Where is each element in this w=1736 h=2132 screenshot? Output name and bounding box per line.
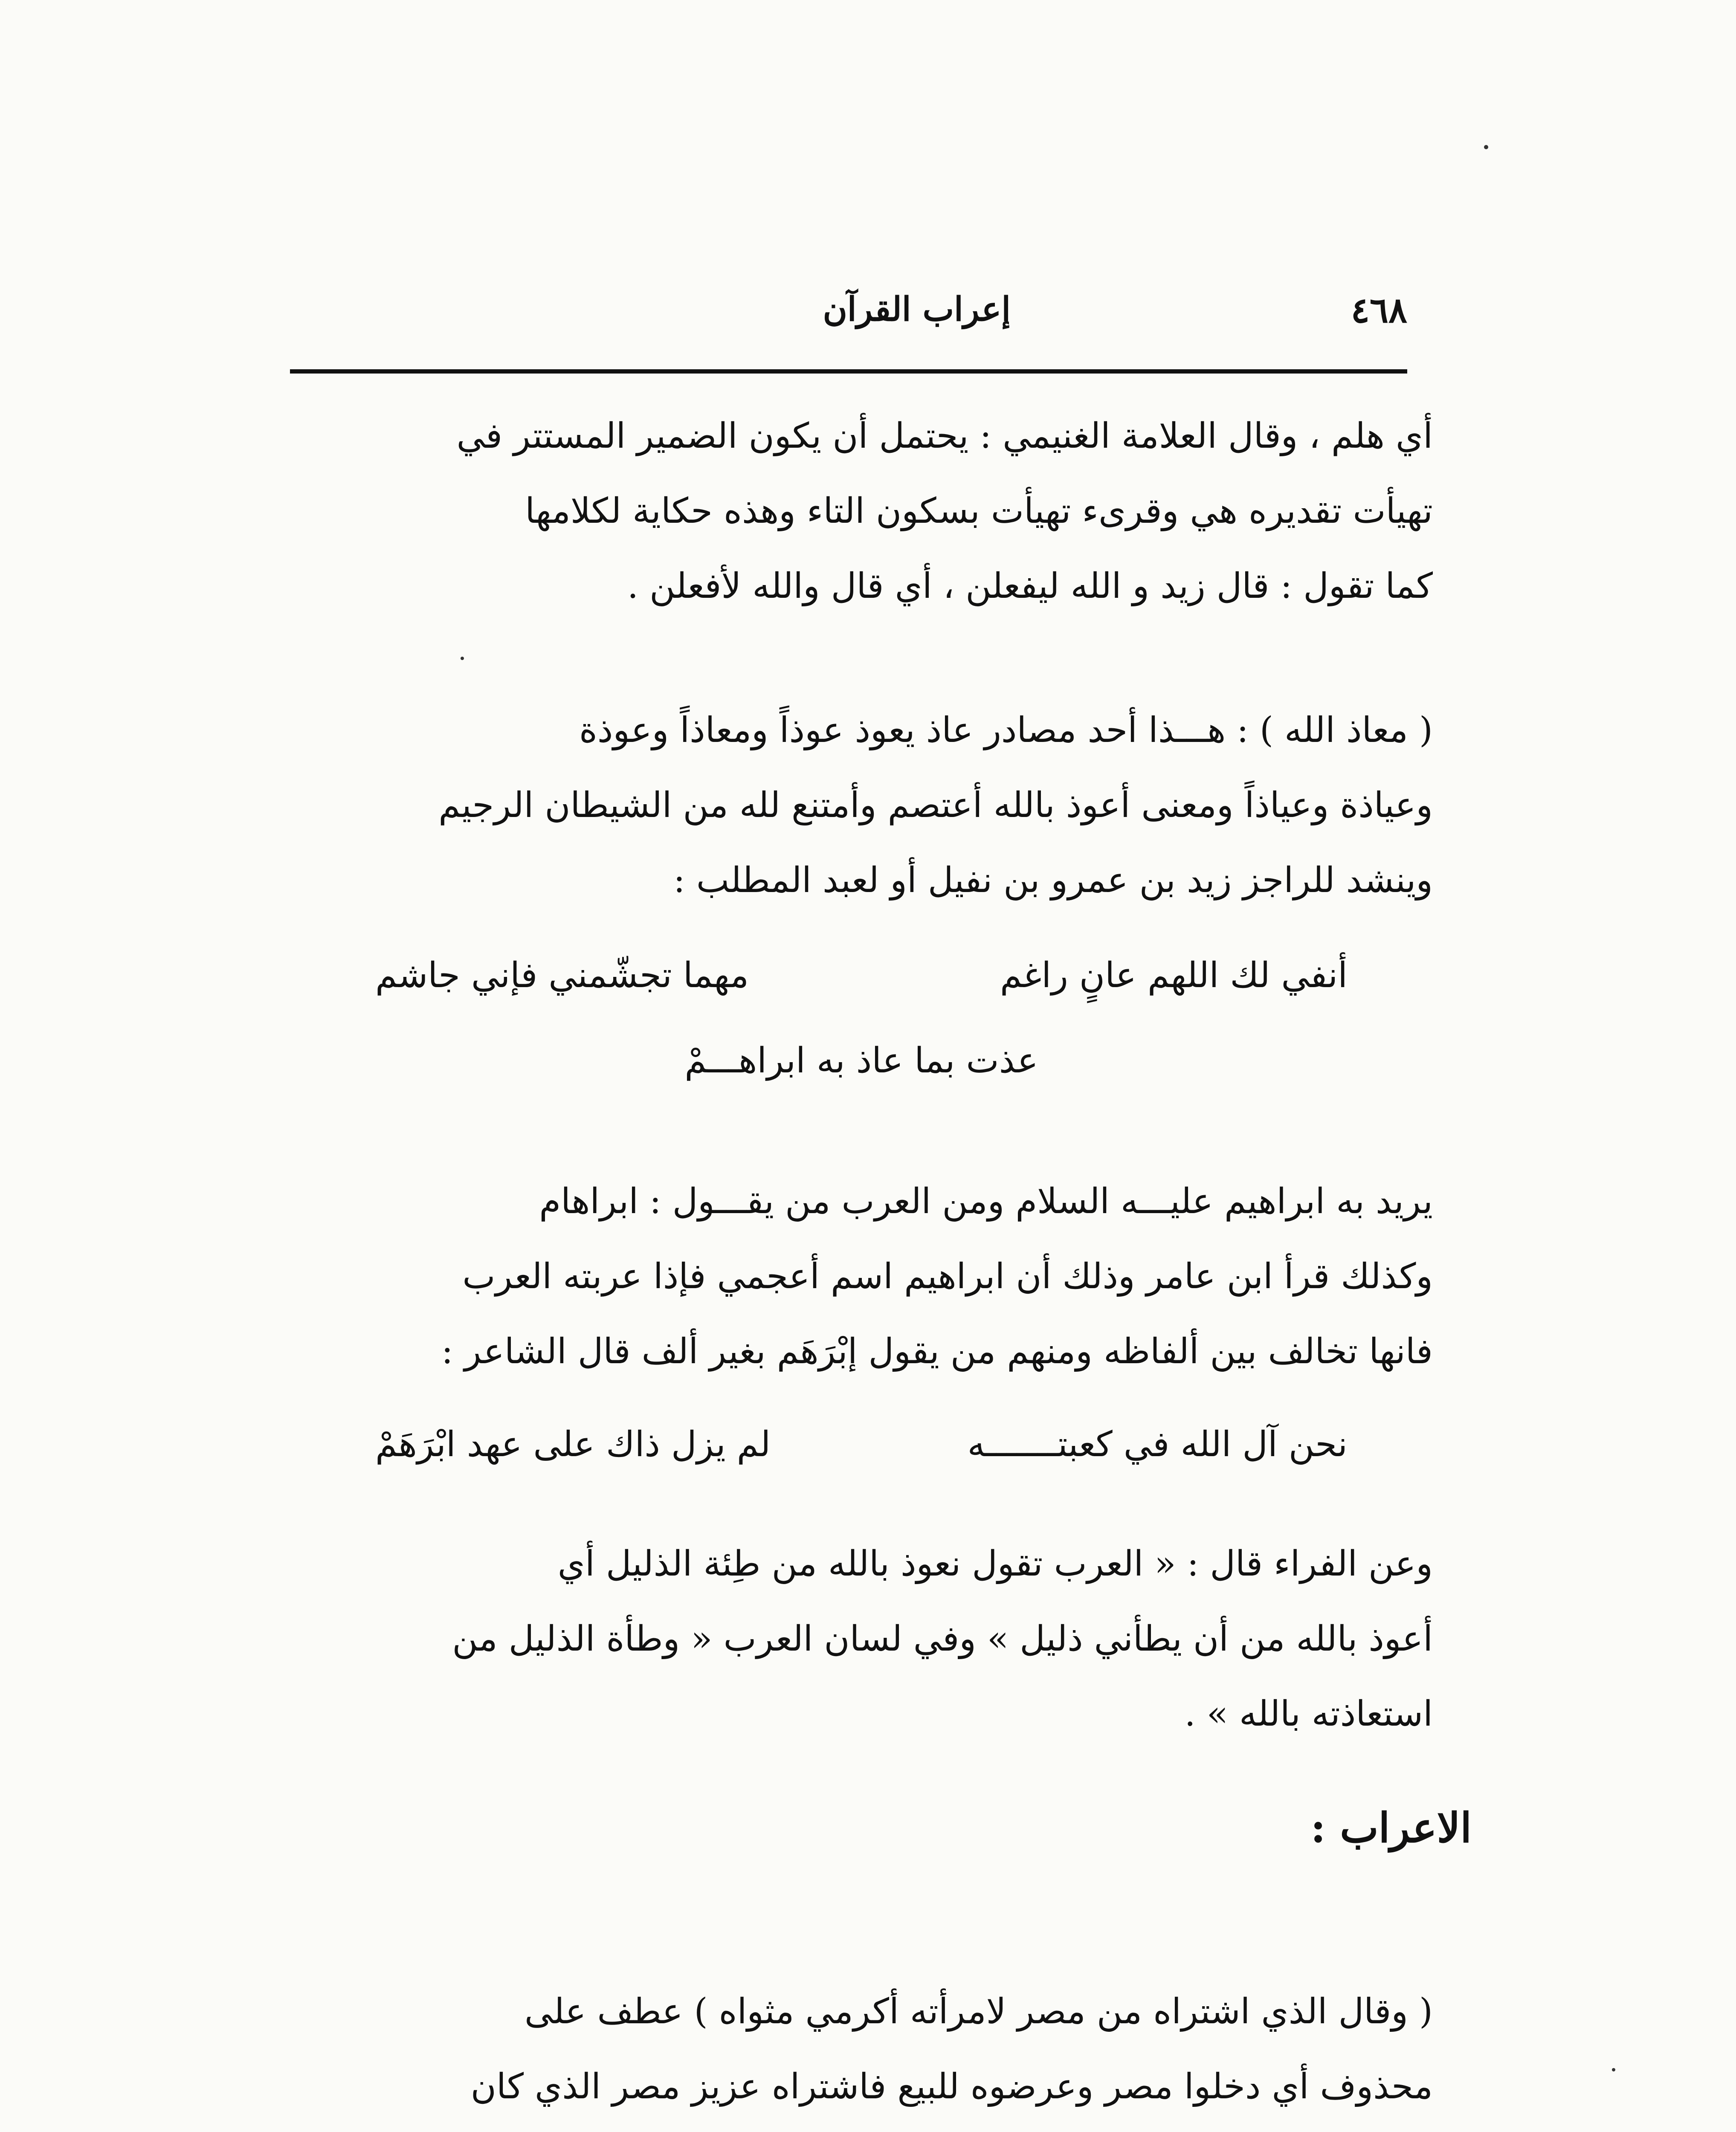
text-line: فانها تخالف بين ألفاظه ومنهم من يقول إبْرَهَم بغير ألف قال الشاعر : <box>441 1331 1433 1372</box>
scan-speck <box>461 657 464 660</box>
header-rule <box>290 369 1407 374</box>
text-line: كما تقول : قال زيد و الله ليفعلن ، أي قال والله لأفعلن . <box>627 566 1433 606</box>
text-line: محذوف أي دخلوا مصر وعرضوه للبيع فاشتراه عزيز مصر الذي كان <box>470 2066 1433 2107</box>
text-line: وكذلك قرأ ابن عامر وذلك أن ابراهيم اسم أعجمي فإذا عربته العرب <box>462 1256 1433 1297</box>
text-line: يريد به ابراهيم عليـــه السلام ومن العرب من يقـــول : ابراهام <box>539 1181 1433 1222</box>
page-header <box>290 281 1407 367</box>
verse-1 <box>290 955 1433 1028</box>
verse-1-closing-line: عذت بما عاذ به ابراهـــمْ <box>684 1040 1038 1081</box>
section-heading: الاعراب : <box>1310 1804 1472 1852</box>
paragraph-1 <box>290 399 1433 624</box>
text-line: ( معاذ الله ) : هـــذا أحد مصادر عاذ يعوذ عوذاً ومعاذاً وعوذة <box>579 710 1433 750</box>
text-line: وينشد للراجز زيد بن عمرو بن نفيل أو لعبد المطلب : <box>673 860 1433 901</box>
verse-1-second-hemistich: مهما تجشّمني فإني جاشم <box>375 955 749 996</box>
text-line: أي هلم ، وقال العلامة الغنيمي : يحتمل أن يكون الضمير المستتر في <box>456 416 1433 456</box>
text-line: ( وقال الذي اشتراه من مصر لامرأته أكرمي مثواه ) عطف على <box>525 1991 1433 2032</box>
page-number: ٤٦٨ <box>1351 290 1407 331</box>
running-title: إعراب القرآن <box>823 290 1011 329</box>
text-line: وعياذة وعياذاً ومعنى أعوذ بالله أعتصم وأمتنع لله من الشيطان الرجيم <box>438 785 1433 826</box>
text-line: استعاذته بالله » . <box>1184 1694 1433 1734</box>
text-line: وعن الفراء قال : « العرب تقول نعوذ بالله من طِئة الذليل أي <box>557 1544 1433 1584</box>
paragraph-3 <box>290 1164 1433 1389</box>
paragraph-4 <box>290 1527 1433 1752</box>
scan-speck <box>1612 2068 1615 2071</box>
verse-1-first-hemistich: أنفي لك اللهم عانٍ راغم <box>1000 955 1348 996</box>
paragraph-2 <box>290 693 1433 918</box>
text-line: أعوذ بالله من أن يطأني ذليل » وفي لسان العرب « وطأة الذليل من <box>452 1619 1433 1659</box>
verse-2-first-hemistich: نحن آل الله في كعبتـــــــه <box>967 1424 1348 1465</box>
text-line: تهيأت تقديره هي وقرىء تهيأت بسكون التاء وهذه حكاية لكلامها <box>525 491 1433 531</box>
paragraph-5 <box>290 1974 1433 2132</box>
text-line <box>290 2124 1433 2132</box>
verse-2-second-hemistich: لم يزل ذاك على عهد ابْرَهَمْ <box>375 1424 771 1465</box>
scan-speck <box>1484 145 1488 149</box>
verse-2 <box>290 1424 1433 1497</box>
